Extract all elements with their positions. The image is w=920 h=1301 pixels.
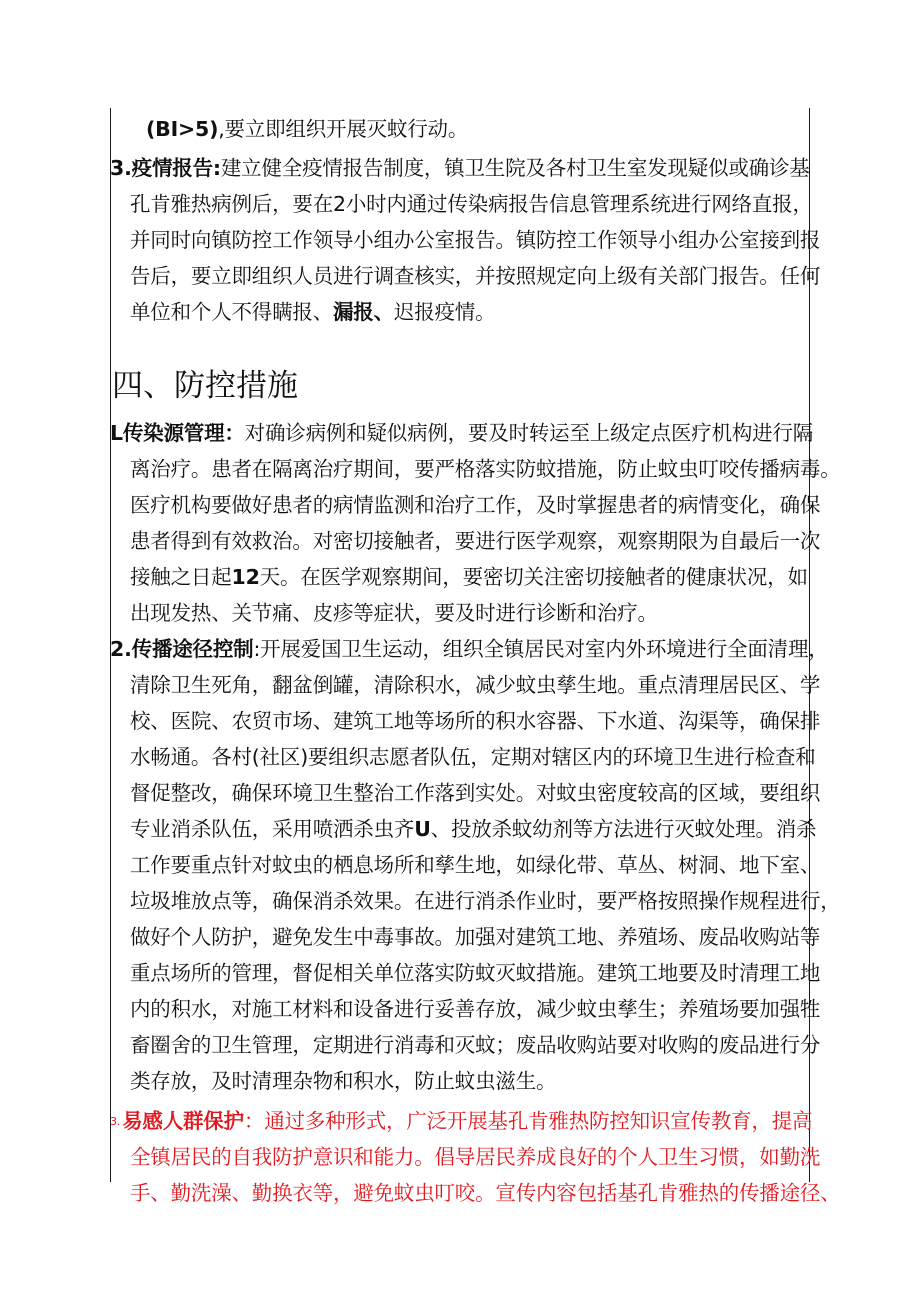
measure-2-line-4: 水畅通。各村(社区)要组织志愿者队伍，定期对辖区内的环境卫生进行检查和	[130, 745, 816, 769]
measure-3-line-1: 3.易感人群保护：通过多种形式，广泛开展基孔肯雅热防控知识宣传教育，提高	[110, 1109, 813, 1133]
measure-2-line-7: 工作要重点针对蚊虫的栖息场所和孳生地，如绿化带、草丛、树洞、地下室、	[130, 853, 821, 877]
measure-2-line-2: 清除卫生死角，翻盆倒罐，清除积水，减少蚊虫孳生地。重点清理居民区、学	[130, 673, 821, 697]
measure-2-line-3: 校、医院、农贸市场、建筑工地等场所的积水容器、下水道、沟渠等，确保排	[130, 709, 821, 733]
measure-1-line-3: 医疗机构要做好患者的病情监测和治疗工作，及时掌握患者的病情变化，确保	[130, 493, 821, 517]
item-3-line-5: 单位和个人不得瞒报、漏报、迟报疫情。	[130, 300, 496, 324]
measure-3-line-2: 全镇居民的自我防护意识和能力。倡导居民养成良好的个人卫生习惯，如勤洗	[130, 1145, 821, 1169]
measure-2-line-1: 2.传播途径控制:开展爱国卫生运动，组织全镇居民对室内外环境进行全面清理，	[110, 637, 829, 661]
measure-2-line-12: 畜圈舍的卫生管理，定期进行消毒和灭蚊；废品收购站要对收购的废品进行分	[130, 1033, 821, 1057]
measure-2-line-8: 垃圾堆放点等，确保消杀效果。在进行消杀作业时，要严格按照操作规程进行，	[130, 889, 841, 913]
item-3-line-4: 告后，要立即组织人员进行调查核实，并按照规定向上级有关部门报告。任何	[130, 264, 821, 288]
measure-1-line-4: 患者得到有效救治。对密切接触者，要进行医学观察，观察期限为自最后一次	[130, 529, 821, 553]
item-3-line-2: 孔肯雅热病例后，要在2小时内通过传染病报告信息管理系统进行网络直报，	[130, 192, 813, 216]
continued-line: (BI>5),要立即组织开展灭蚊行动。	[146, 117, 469, 141]
measure-1-line-6: 出现发热、关节痛、皮疹等症状，要及时进行诊断和治疗。	[130, 601, 658, 625]
measure-1-line-1: L传染源管理：对确诊病例和疑似病例，要及时转运至上级定点医疗机构进行隔	[110, 421, 814, 445]
measure-1-line-5: 接触之日起12天。在医学观察期间，要密切关注密切接触者的健康状况，如	[130, 565, 808, 589]
measure-1-line-2: 离治疗。患者在隔离治疗期间，要严格落实防蚊措施，防止蚊虫叮咬传播病毒。	[130, 457, 841, 481]
document-table-cell	[110, 108, 841, 1205]
measure-2-line-10: 重点场所的管理，督促相关单位落实防蚊灭蚊措施。建筑工地要及时清理工地	[130, 961, 821, 985]
measure-2-line-5: 督促整改，确保环境卫生整治工作落到实处。对蚊虫密度较高的区域，要组织	[130, 781, 821, 805]
measure-2-line-13: 类存放，及时清理杂物和积水，防止蚊虫滋生。	[130, 1069, 557, 1093]
section-heading: 四、防控措施	[112, 368, 298, 404]
item-3-line-3: 并同时向镇防控工作领导小组办公室报告。镇防控工作领导小组办公室接到报	[130, 228, 821, 252]
measure-2-line-6: 专业消杀队伍，采用喷洒杀虫齐U、投放杀蚊幼剂等方法进行灭蚊处理。消杀	[130, 817, 817, 841]
measure-2-line-11: 内的积水，对施工材料和设备进行妥善存放，减少蚊虫孳生；养殖场要加强牲	[130, 997, 821, 1021]
measure-3-line-3: 手、勤洗澡、勤换衣等，避免蚊虫叮咬。宣传内容包括基孔肯雅热的传播途径、	[130, 1181, 841, 1205]
item-3-line-1: 3.疫情报告:建立健全疫情报告制度，镇卫生院及各村卫生室发现疑似或确诊基	[110, 156, 810, 180]
measure-2-line-9: 做好个人防护，避免发生中毒事故。加强对建筑工地、养殖场、废品收购站等	[130, 925, 821, 949]
